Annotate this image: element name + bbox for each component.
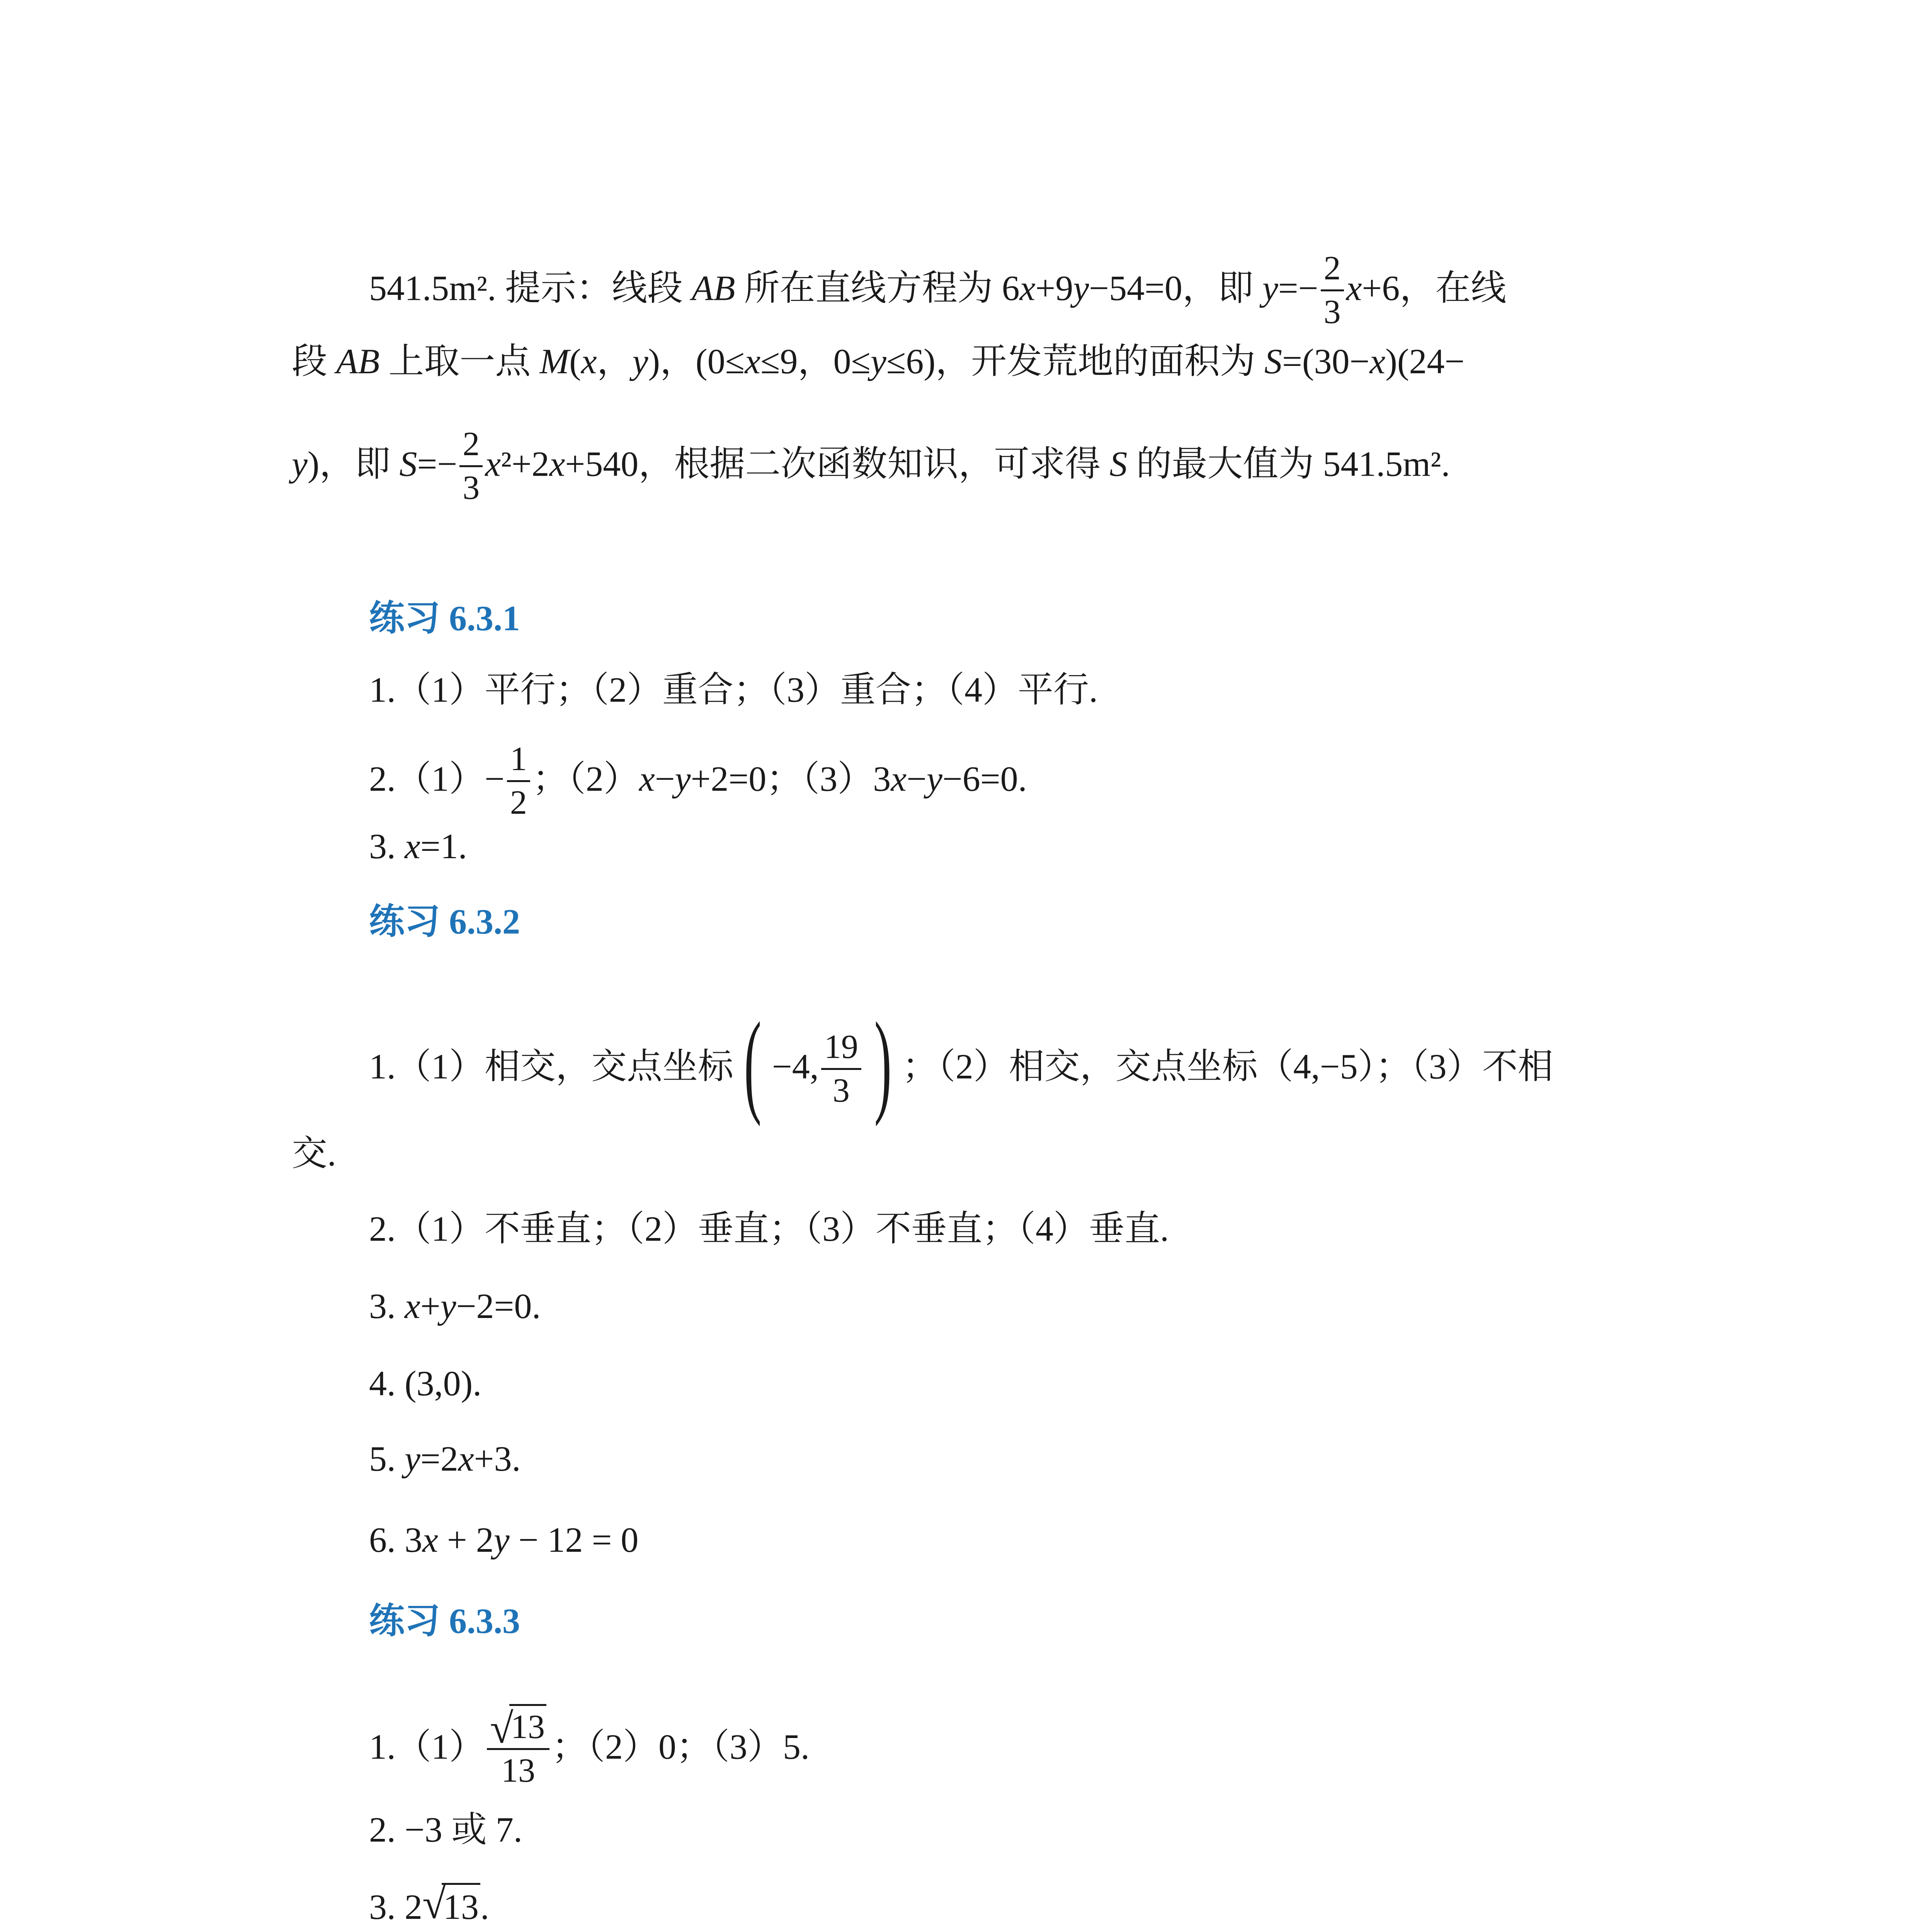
- text: −: [907, 759, 927, 799]
- exercise-6-3-3-q3: [369, 1880, 489, 1928]
- text: y: [1262, 268, 1278, 308]
- denominator: 3: [463, 469, 480, 507]
- fraction: [507, 742, 530, 820]
- text: 的最大值为 541.5m².: [1127, 444, 1450, 484]
- text: )，(0≤: [648, 342, 745, 381]
- text: x: [549, 444, 565, 484]
- text: =1.: [420, 827, 467, 866]
- intro-line-1: [369, 250, 1507, 331]
- text: M: [539, 342, 570, 381]
- text: 3. 2: [369, 1887, 422, 1927]
- exercise-6-3-3-q2: [369, 1808, 522, 1851]
- text: + 2: [438, 1520, 494, 1560]
- text: 段: [292, 342, 337, 381]
- text: 541.5m². 提示：线段: [369, 268, 692, 308]
- sqrt: √ 13: [490, 1710, 546, 1744]
- section-heading-6-3-2: 练习 6.3.2: [369, 902, 520, 941]
- text: AB: [336, 342, 380, 381]
- text: =−: [1278, 268, 1318, 308]
- section-heading-6-3-3: 练习 6.3.3: [369, 1601, 520, 1641]
- text: y: [493, 1520, 510, 1560]
- exercise-6-3-2-q1-cont: [292, 1132, 336, 1175]
- text: 5.: [369, 1439, 405, 1478]
- text: y: [927, 759, 942, 799]
- text: x: [422, 1520, 438, 1560]
- text: 交.: [292, 1134, 337, 1173]
- text: +6，在线: [1362, 268, 1507, 308]
- text: y: [405, 1439, 420, 1478]
- fraction: [487, 1705, 549, 1789]
- text: ；（2）相交，交点坐标（4,−5）；（3）不相: [902, 1047, 1553, 1087]
- text: x: [891, 759, 907, 799]
- exercise-6-3-2-q4: [369, 1362, 481, 1405]
- text: −6=0.: [942, 759, 1027, 799]
- numerator: 19: [824, 1028, 858, 1066]
- text: y: [292, 444, 308, 484]
- exercise-6-3-2-q3: [369, 1285, 541, 1327]
- text: 3.: [369, 827, 405, 866]
- text: x: [485, 444, 501, 484]
- text: x: [745, 342, 761, 381]
- text: x: [1019, 268, 1036, 308]
- numerator: [487, 1705, 549, 1752]
- text: ；（2）0；（3）5.: [552, 1727, 810, 1767]
- text: x: [581, 342, 597, 381]
- exercise-6-3-1-q1: [369, 668, 1098, 711]
- radicand: 13: [442, 1883, 480, 1927]
- text: (: [569, 342, 581, 381]
- text: =2: [420, 1439, 458, 1478]
- text: +2=0；（3）3: [691, 759, 891, 799]
- text: x: [639, 759, 655, 799]
- denominator: 2: [510, 784, 527, 821]
- section-heading-6-3-1: 练习 6.3.1: [369, 599, 520, 638]
- text: 2. −3 或 7.: [369, 1810, 522, 1849]
- text: y: [440, 1286, 456, 1326]
- text: y: [632, 342, 648, 381]
- text: .: [480, 1887, 489, 1927]
- text: =(30−: [1282, 342, 1370, 381]
- text: y: [1073, 268, 1089, 308]
- exercise-6-3-2-q5: [369, 1437, 520, 1480]
- text: ≤6)，开发荒地的面积为: [886, 342, 1265, 381]
- exercise-6-3-1-q3: [369, 825, 467, 867]
- text: S: [399, 444, 417, 484]
- text: ²+2: [501, 444, 549, 484]
- text: y: [871, 342, 886, 381]
- exercise-6-3-2-q2: [369, 1208, 1169, 1250]
- text: 3.: [369, 1286, 405, 1326]
- fraction: [459, 427, 483, 505]
- text: −: [655, 759, 675, 799]
- text: −2=0.: [456, 1286, 541, 1326]
- fraction: [1321, 252, 1344, 329]
- text: 1.（1）平行；（2）重合；（3）重合；（4）平行.: [369, 670, 1098, 709]
- text: x: [1369, 342, 1386, 381]
- text: +9: [1035, 268, 1073, 308]
- text: x: [1346, 268, 1362, 308]
- text: =−: [417, 444, 458, 484]
- exercise-6-3-2-q1: [369, 998, 1553, 1128]
- text: −54=0，即: [1089, 268, 1262, 308]
- text: 6. 3: [369, 1520, 422, 1560]
- text: − 12 = 0: [509, 1520, 639, 1560]
- text: S: [1264, 342, 1283, 381]
- text: 2.（1）−: [369, 759, 505, 799]
- left-paren: (: [744, 998, 762, 1127]
- text: 所在直线方程为 6: [735, 268, 1020, 308]
- intro-line-3: [292, 425, 1450, 507]
- numerator: 2: [463, 425, 480, 463]
- text: S: [1109, 444, 1128, 484]
- text: ；（2）: [532, 759, 639, 799]
- text: )，即: [307, 444, 400, 484]
- text: +3.: [474, 1439, 521, 1478]
- text: +: [420, 1286, 441, 1326]
- fraction: [821, 1030, 861, 1108]
- text: )(24−: [1385, 342, 1465, 381]
- numerator: 2: [1323, 250, 1341, 287]
- denominator: 13: [501, 1752, 536, 1789]
- text: x: [405, 827, 420, 866]
- text: 1.（1）相交，交点坐标: [369, 1047, 734, 1087]
- radicand: 13: [509, 1704, 546, 1746]
- text: −4,: [772, 1047, 819, 1087]
- text: y: [675, 759, 691, 799]
- numerator: 1: [510, 740, 527, 778]
- intro-line-2: [292, 340, 1465, 383]
- denominator: 3: [1323, 293, 1341, 331]
- right-paren: ): [874, 998, 892, 1127]
- denominator: 3: [832, 1071, 850, 1109]
- text: x: [405, 1286, 420, 1326]
- text: AB: [692, 268, 735, 308]
- exercise-6-3-2-q6: [369, 1519, 638, 1561]
- text: 2.（1）不垂直；（2）垂直；（3）不垂直；（4）垂直.: [369, 1209, 1169, 1248]
- text: +540，根据二次函数知识，可求得: [565, 444, 1110, 484]
- sqrt: √ 13: [422, 1886, 480, 1928]
- text: x: [458, 1439, 474, 1478]
- text: 上取一点: [379, 342, 540, 381]
- exercise-6-3-3-q1: [369, 1705, 810, 1789]
- text: 4. (3,0).: [369, 1364, 482, 1403]
- text: ，: [597, 342, 633, 381]
- text: ≤9，0≤: [760, 342, 871, 381]
- exercise-6-3-1-q2: [369, 740, 1027, 821]
- text: 1.（1）: [369, 1727, 485, 1767]
